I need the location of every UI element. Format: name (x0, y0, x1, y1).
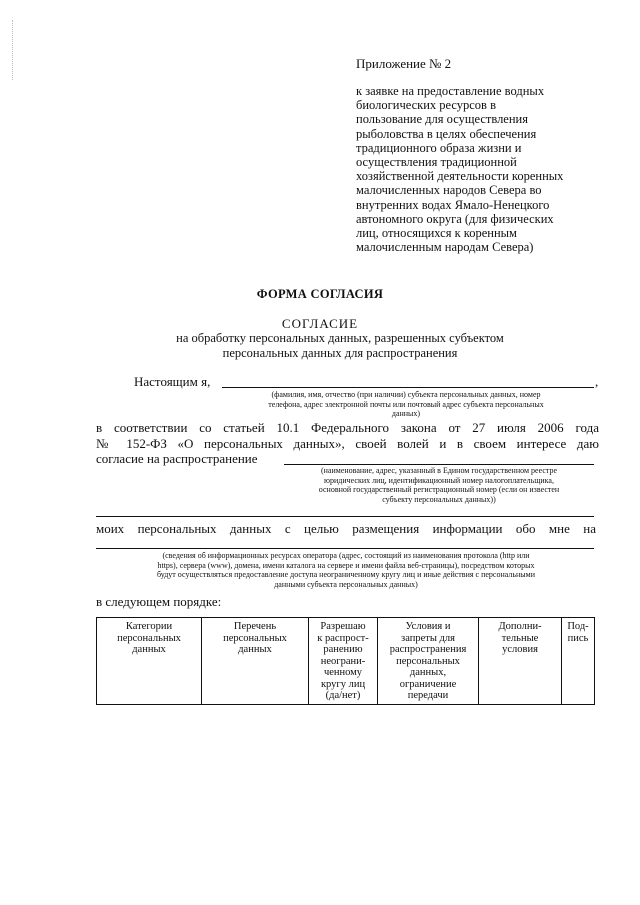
appendix-line: малочисленным народам Севера) (356, 240, 534, 255)
operator-note-line: (наименование, адрес, указанный в Едином государственном реестре (320, 466, 558, 475)
header-line: передачи (407, 690, 449, 701)
appendix-line: традиционного образа жизни и (356, 140, 522, 155)
consent-subtitle (120, 331, 560, 361)
header-line: данных (238, 644, 272, 655)
paragraph-line-1: в соответствии со статьей 10.1 Федерального закона от 27 июля 2006 года (96, 420, 599, 435)
form-title: ФОРМА СОГЛАСИЯ (256, 287, 384, 301)
declarant-fill-line[interactable] (222, 387, 594, 388)
table-header-row (97, 618, 595, 705)
column-header-categories (97, 618, 202, 705)
appendix-line: рыболовства в целях обеспечения (356, 126, 537, 141)
appendix-line: пользование для осуществления (356, 112, 528, 127)
header-line: Перечень (233, 621, 277, 632)
appendix-line: осуществления традиционной (356, 155, 517, 170)
header-line: Дополни- (498, 621, 542, 632)
paragraph-line-3: согласие на распространение (96, 451, 258, 466)
appendix-line: лиц, относящихся к коренным (356, 226, 517, 241)
appendix-title: Приложение № 2 (356, 56, 452, 71)
header-line: персональных (396, 655, 460, 667)
appendix-line: автономного округа (для физических (356, 211, 554, 226)
declarant-comma: , (595, 374, 599, 389)
declarant-note-line: телефона, адрес электронной почты или почтовый адрес субъекта персональных (268, 399, 544, 409)
declarant-label: Настоящим я, (134, 374, 211, 389)
order-label: в следующем порядке: (96, 594, 222, 609)
column-header-conditions (378, 618, 479, 705)
resources-note-line: (сведения об информационных ресурсах оператора (адрес, состоящий из наименования протокола (http или (162, 551, 530, 560)
declarant-note-line: данных) (391, 409, 421, 418)
header-line: тельные (501, 632, 539, 644)
column-header-list (202, 618, 309, 705)
header-line: (да/нет) (325, 690, 361, 701)
appendix-line: малочисленных народов Севера во (356, 183, 542, 198)
header-line: запреты для (401, 632, 455, 644)
purpose-line: моих персональных данных с целью размещения информации обо мне на (96, 521, 596, 536)
operator-note (280, 466, 598, 504)
header-line: ченному (323, 667, 363, 678)
consent-subtitle-line: персональных данных для распространения (222, 346, 458, 360)
header-line: Категории (125, 621, 173, 632)
appendix-line: внутренних водах Ямало-Ненецкого (356, 197, 550, 212)
resources-note-line: будут осуществляться предоставление доступа неограниченному кругу лиц и иные действия с персональными (156, 570, 536, 579)
header-line: неограни- (320, 655, 366, 667)
header-line: данных (132, 644, 166, 655)
consent-title: СОГЛАСИЕ (281, 316, 359, 331)
header-line: распространения (389, 644, 467, 655)
appendix-line: биологических ресурсов в (356, 98, 496, 113)
resources-note (96, 551, 596, 589)
appendix-line: к заявке на предоставление водных (356, 84, 545, 98)
operator-note-line: субъекту персональных данных)) (382, 494, 496, 504)
header-line: данных, (409, 667, 447, 678)
header-line: ранению (323, 644, 363, 655)
header-line: ограничение (399, 678, 457, 690)
header-line: к распрост- (317, 632, 369, 644)
consent-table (96, 617, 595, 705)
consent-subtitle-line: на обработку персональных данных, разрешенных субъектом (176, 331, 504, 345)
column-header-additional (479, 618, 562, 705)
column-header-permission (309, 618, 378, 705)
operator-note-line: основной государственный регистрационный номер (если он известен (318, 485, 560, 494)
declarant-note-line: (фамилия, имя, отчество (при наличии) субъекта персональных данных, номер (271, 390, 541, 399)
header-line: кругу лиц (320, 678, 366, 690)
resources-note-line: https), сервера (www), домена, имени каталога на сервере и имени файла веб-страницы), посредством которых (157, 560, 535, 570)
appendix-body (356, 84, 588, 254)
operator-fill-line[interactable] (284, 464, 594, 465)
header-line: Под- (567, 621, 589, 632)
header-line: Разрешаю (320, 621, 366, 632)
appendix-line: хозяйственной деятельности коренных (356, 169, 564, 184)
header-line: пись (567, 632, 589, 644)
operator-note-line: юридических лиц, идентификационный номер налогоплательщика, (324, 475, 554, 485)
header-line: персональных (223, 632, 287, 644)
resources-fill-line[interactable] (96, 548, 594, 549)
declarant-note (214, 390, 598, 419)
header-line: персональных (117, 632, 181, 644)
header-line: условия (502, 644, 538, 655)
paragraph-line-2: № 152-ФЗ «О персональных данных», своей волей и в своем интересе даю (96, 436, 599, 451)
column-header-signature (562, 618, 595, 705)
operator-fill-line-2[interactable] (96, 516, 594, 517)
header-line: Условия и (405, 621, 451, 632)
scan-edge-mark (12, 20, 13, 80)
resources-note-line: данными субъекта персональных данных) (274, 579, 418, 589)
